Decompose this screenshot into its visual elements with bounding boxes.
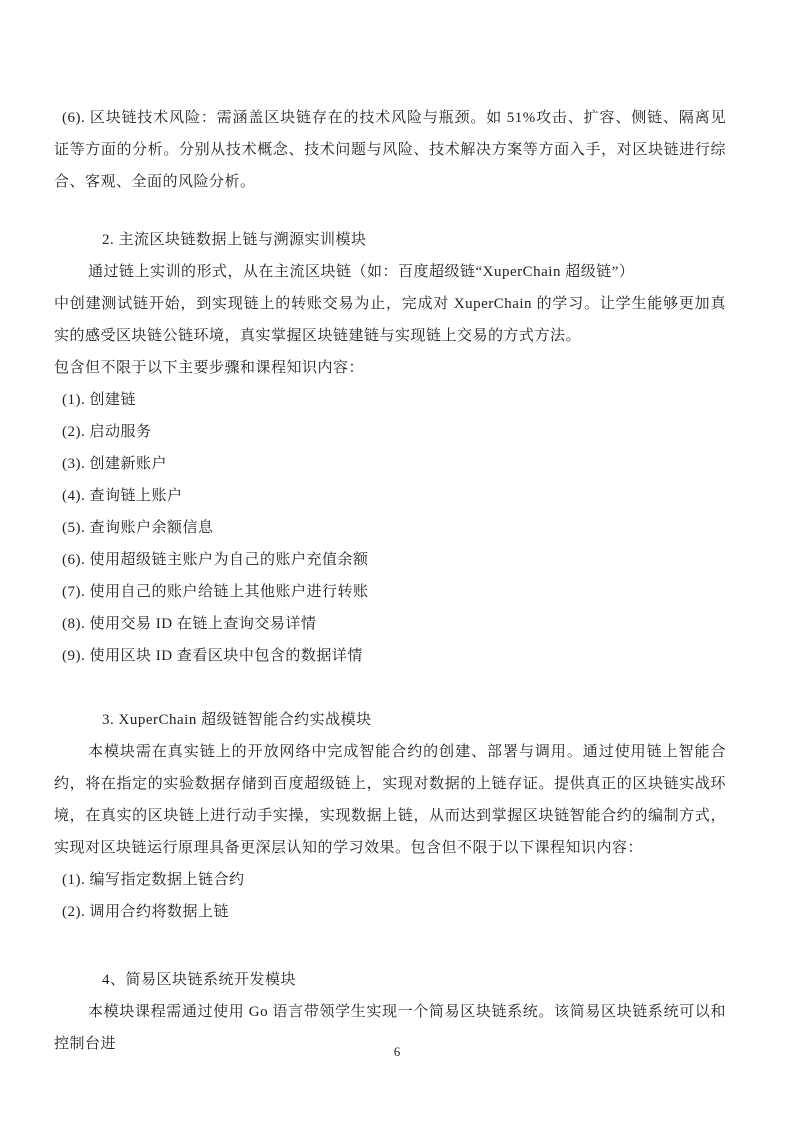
section-2-steps-lead: 包含但不限于以下主要步骤和课程知识内容： bbox=[54, 360, 365, 376]
page-number: 6 bbox=[393, 1044, 401, 1059]
section-2-intro-line: 通过链上实训的形式，从在主流区块链（如：百度超级链“XuperChain 超级链”） bbox=[88, 264, 635, 280]
step-item: (4). 查询链上账户 bbox=[62, 488, 183, 504]
section-2-title: 2. 主流区块链数据上链与溯源实训模块 bbox=[102, 232, 367, 248]
section-4-body: 本模块课程需通过使用 Go 语言带领学生实现一个简易区块链系统。该简易区块链系统可以和控制台进 bbox=[54, 1004, 726, 1052]
section-3-body: 本模块需在真实链上的开放网络中完成智能合约的创建、部署与调用。通过使用链上智能合约，将在指定的实验数据存储到百度超级链上，实现对数据的上链存证。提供真正的区块链实战环境，在真实的区块链上进行动手实操，实现数据上链，从而达到掌握区块链智能合约的编制方式，实现对区块链运行原理具备更深层认知的学习效果。包含但不限于以下课程知识内容： bbox=[54, 744, 726, 856]
section-2-step-list bbox=[54, 384, 726, 672]
step-item: (9). 使用区块 ID 查看区块中包含的数据详情 bbox=[62, 648, 363, 664]
step-item: (1). 创建链 bbox=[62, 392, 136, 408]
section-3-step-list bbox=[54, 864, 726, 928]
step-item: (7). 使用自己的账户给链上其他账户进行转账 bbox=[62, 584, 369, 600]
risk-analysis-paragraph: (6). 区块链技术风险：需涵盖区块链存在的技术风险与瓶颈。如 51%攻击、扩容、侧链、隔离见证等方面的分析。分别从技术概念、技术问题与风险、技术解决方案等方面入手，对区块链进行综合、客观、全面的风险分析。 bbox=[54, 110, 726, 190]
section-3-title: 3. XuperChain 超级链智能合约实战模块 bbox=[102, 712, 372, 728]
section-4-title: 4、简易区块链系统开发模块 bbox=[102, 972, 297, 988]
step-item: (1). 编写指定数据上链合约 bbox=[62, 872, 245, 888]
step-item: (3). 创建新账户 bbox=[62, 456, 167, 472]
step-item: (6). 使用超级链主账户为自己的账户充值余额 bbox=[62, 552, 369, 568]
step-item: (2). 启动服务 bbox=[62, 424, 152, 440]
step-item: (5). 查询账户余额信息 bbox=[62, 520, 214, 536]
step-item: (2). 调用合约将数据上链 bbox=[62, 904, 229, 920]
step-item: (8). 使用交易 ID 在链上查询交易详情 bbox=[62, 616, 317, 632]
section-2-body: 中创建测试链开始，到实现链上的转账交易为止，完成对 XuperChain 的学习。让学生能够更加真实的感受区块链公链环境，真实掌握区块链建链与实现链上交易的方式方法。 bbox=[54, 296, 726, 344]
